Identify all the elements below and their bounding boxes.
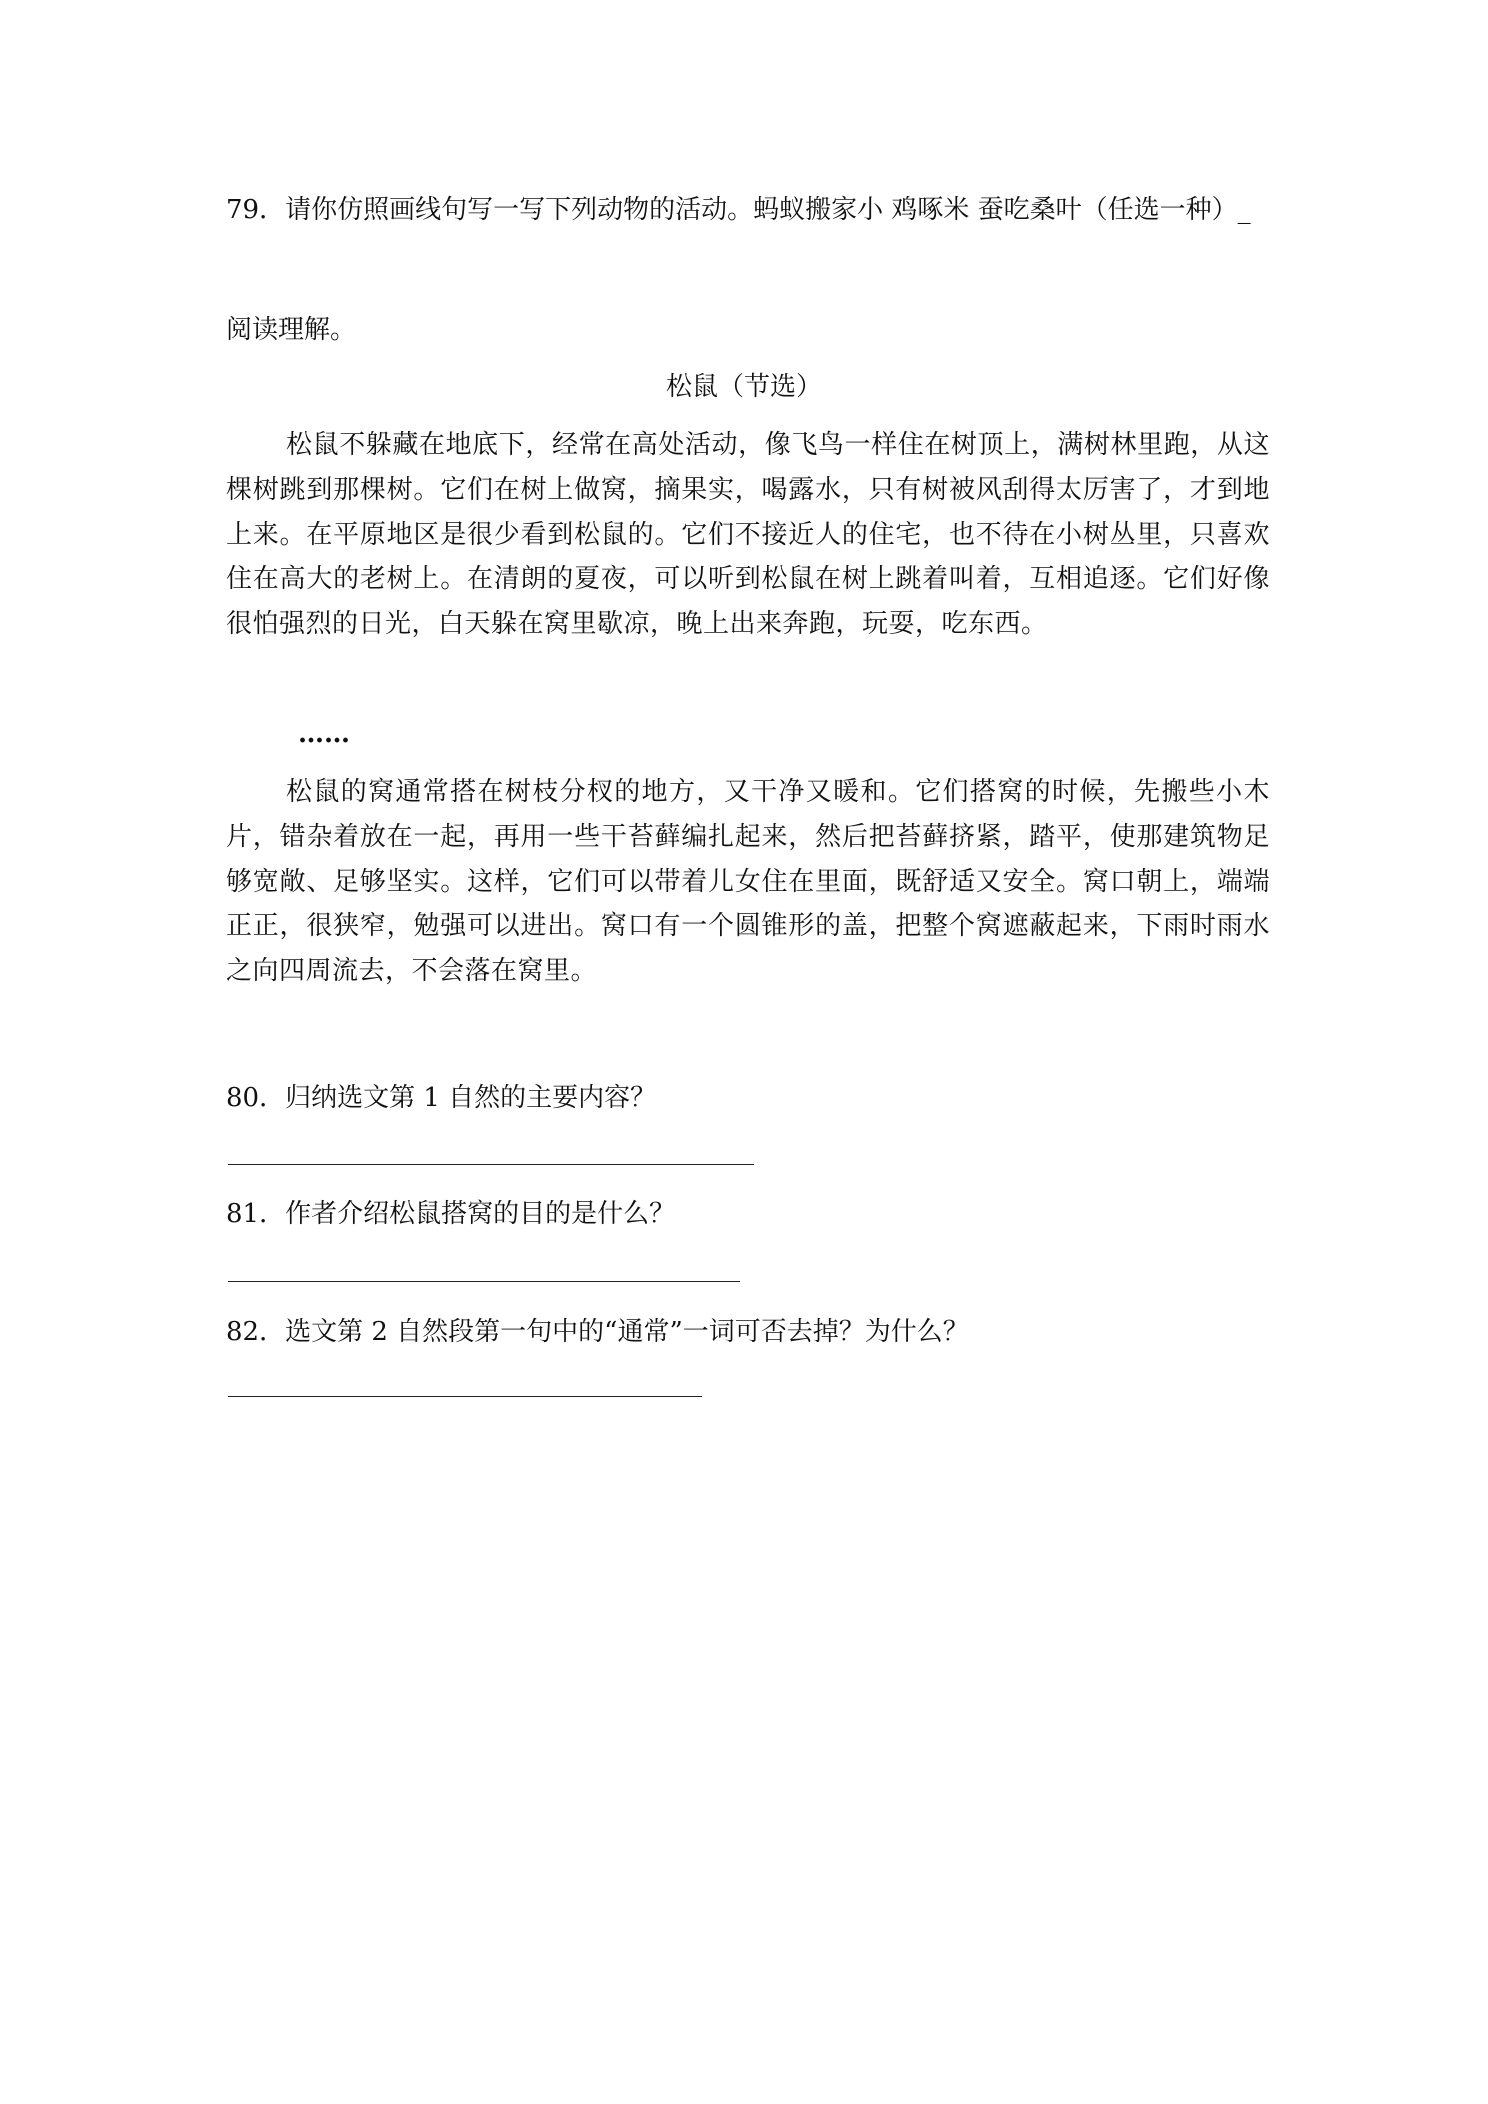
answer-line-82 (228, 1396, 702, 1397)
passage-paragraph-1: 松鼠不躲藏在地底下，经常在高处活动，像飞鸟一样住在树顶上，满树林里跑，从这棵树跳到那棵树。它们在树上做窝，摘果实，喝露水，只有树被风刮得太厉害了，才到地上来。在平原地区是很少看到松鼠的。它们不接近人的住宅，也不待在小树丛里，只喜欢住在高大的老树上。在清朗的夏夜，可以听到松鼠在树上跳着叫着，互相追逐。它们好像很怕强烈的日光，白天躲在窝里歇凉，晚上出来奔跑，玩耍，吃东西。 (226, 430, 1270, 640)
answer-line-80 (228, 1164, 754, 1165)
reading-heading: 阅读理解。 (226, 315, 357, 345)
question-80: 80．归纳选文第 1 自然的主要内容？ (226, 1083, 657, 1113)
question-81: 81．作者介绍松鼠搭窝的目的是什么？ (226, 1199, 676, 1229)
passage-title: 松鼠（节选） (665, 372, 822, 402)
answer-line-81 (228, 1281, 740, 1282)
passage-paragraph-2: 松鼠的窝通常搭在树枝分杈的地方，又干净又暖和。它们搭窝的时候，先搬些小木片，错杂着放在一起，再用一些干苔藓编扎起来，然后把苔藓挤紧，踏平，使那建筑物足够宽敞、足够坚实。这样，它们可以带着儿女住在里面，既舒适又安全。窝口朝上，端端正正，很狭窄，勉强可以进出。窝口有一个圆锥形的盖，把整个窝遮蔽起来，下雨时雨水 之向四周流去，不会落在窝里。 (226, 777, 1270, 987)
question-82: 82．选文第 2 自然段第一句中的“通常”一词可否去掉？为什么？ (226, 1317, 969, 1347)
question-79: 79．请你仿照画线句写一写下列动物的活动。蚂蚁搬家小 鸡啄米 蚕吃桑叶（任选一种）_ (226, 195, 1251, 225)
passage-ellipsis: …… (298, 719, 350, 749)
